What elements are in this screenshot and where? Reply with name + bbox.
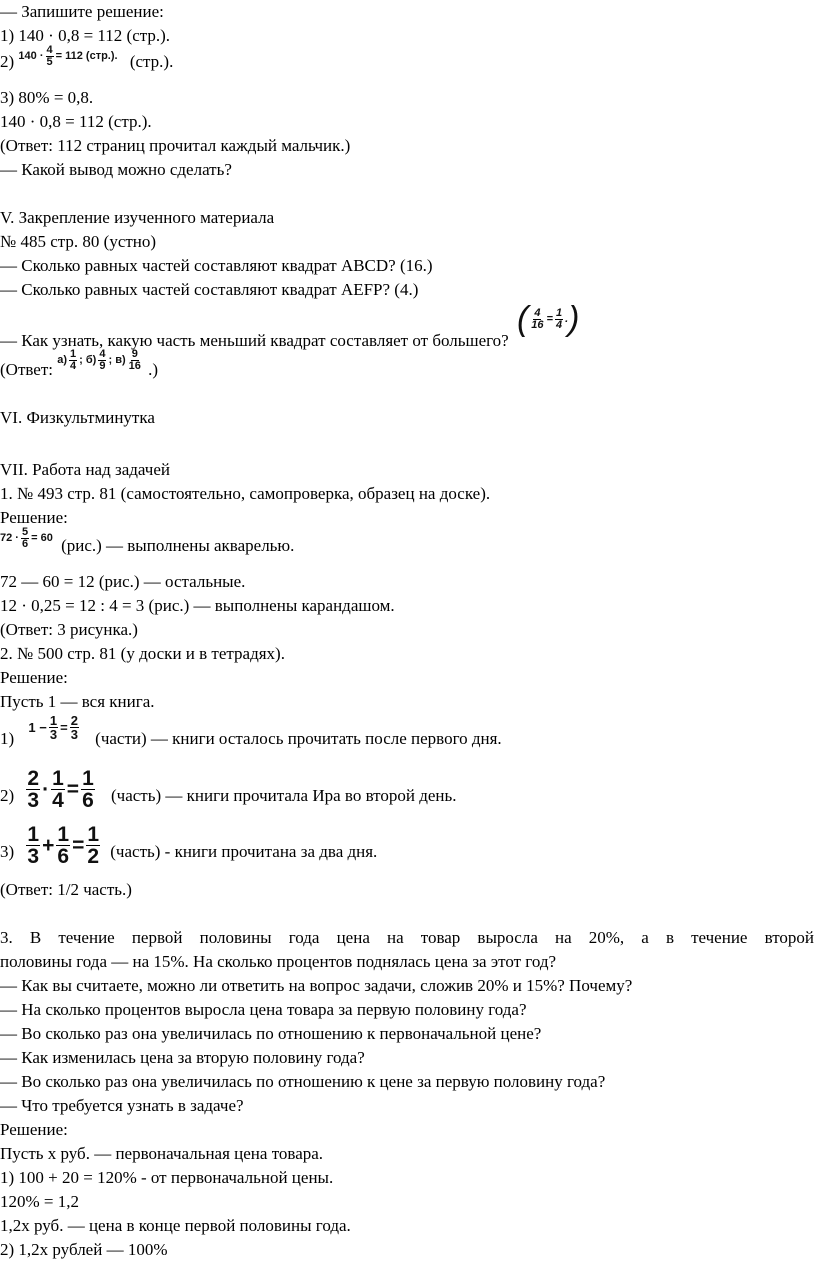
task-3-step-1c: 1,2х руб. — цена в конце первой половины года. bbox=[0, 1216, 351, 1235]
solution-step-1: 1) 140 · 0,8 = 112 (стр.). bbox=[0, 26, 171, 45]
eq-text: (стр.). bbox=[85, 50, 118, 62]
task-3-step-1b: 120% = 1,2 bbox=[0, 1192, 79, 1211]
task-2-answer: (Ответ: 1/2 часть.) bbox=[0, 880, 132, 899]
step-number: 1) bbox=[0, 728, 15, 748]
step-text: (часть) - книги прочитана за два дня. bbox=[110, 842, 378, 861]
step-number: 2) bbox=[0, 786, 15, 805]
section-vi-title: VI. Физкультминутка bbox=[0, 408, 155, 427]
section-v-question-3 bbox=[0, 300, 580, 350]
step-number: 3) bbox=[0, 842, 15, 861]
section-v-title: V. Закрепление изученного материала bbox=[0, 208, 275, 227]
task-3-question-2: — На сколько процентов выросла цена товара за первую половину года? bbox=[0, 1000, 527, 1019]
task-3-solution-label: Решение: bbox=[0, 1120, 68, 1139]
solution-step-3b: 140 · 0,8 = 112 (стр.). bbox=[0, 112, 152, 131]
task-3-question-4: — Как изменилась цена за вторую половину года? bbox=[0, 1048, 365, 1067]
answer-prefix: (Ответ: bbox=[0, 360, 53, 379]
step-2-unit: (стр.). bbox=[129, 52, 174, 71]
section-v-task: № 485 стр. 80 (устно) bbox=[0, 232, 157, 251]
task-1-line-1 bbox=[0, 525, 295, 566]
task-3-step-let: Пусть х руб. — первоначальная цена товара. bbox=[0, 1144, 324, 1163]
task-2-let: Пусть 1 — вся книга. bbox=[0, 692, 155, 711]
solution-step-2 bbox=[0, 43, 174, 86]
step-2-equation-image: $\frac{2}{3}$ · $\frac{1}{4}$ = $\frac{1}{6}$ bbox=[27, 767, 94, 812]
solution-step-3: 3) 80% = 0,8. bbox=[0, 88, 94, 107]
eq-text: = 112 bbox=[55, 50, 83, 62]
step-2-equation-image bbox=[18, 44, 117, 68]
q3-fraction-image: ( $\frac{4}{16}$ = $\frac{1}{4}$ . ) bbox=[516, 300, 580, 338]
task-1-equation-image: 72 · $\frac{5}{6}$ = 60 bbox=[0, 525, 53, 550]
task-1-heading: 1. № 493 стр. 81 (самостоятельно, самопроверка, образец на доске). bbox=[0, 484, 491, 503]
section-v-question-1: — Сколько равных частей составляют квадрат ABCD? (16.) bbox=[0, 256, 433, 275]
task-3-step-1: 1) 100 + 20 = 120% - от первоначальной цены. bbox=[0, 1168, 334, 1187]
task-3-line-1: 3. В течение первой половины года цена на товар выросла на 20%, а в течение второй bbox=[0, 928, 814, 947]
task-2-step-1 bbox=[0, 714, 502, 762]
task-3-line-2: половины года — на 15%. На сколько процентов поднялась цена за этот год? bbox=[0, 952, 557, 971]
write-solution-line: — Запишите решение: bbox=[0, 2, 164, 21]
task-2-solution-label: Решение: bbox=[0, 668, 68, 687]
task-1-solution-label: Решение: bbox=[0, 508, 68, 527]
task-1-line-1-text: (рис.) — выполнены акварелью. bbox=[61, 536, 295, 555]
section-v-answer bbox=[0, 347, 159, 388]
task-3-question-6: — Что требуется узнать в задаче? bbox=[0, 1096, 244, 1115]
task-3-step-2: 2) 1,2х рублей — 100% bbox=[0, 1240, 168, 1259]
step-3-equation-image: $\frac{1}{3}$ + $\frac{1}{6}$ = $\frac{1}{2}$ bbox=[27, 823, 100, 868]
conclusion-question: — Какой вывод можно сделать? bbox=[0, 160, 232, 179]
task-2-step-3 bbox=[0, 824, 377, 876]
question-text: — Как узнать, какую часть меньший квадрат составляет от большего? bbox=[0, 331, 509, 350]
step-text: (часть) — книги прочитала Ира во второй день. bbox=[111, 786, 457, 805]
fraction: $\frac{4}{5}$ bbox=[46, 43, 53, 68]
step-text: (части) — книги осталось прочитать после первого дня. bbox=[95, 728, 502, 748]
section-v-question-2: — Сколько равных частей составляют квадрат AEFP? (4.) bbox=[0, 280, 419, 299]
task-1-line-3: 12 · 0,25 = 12 : 4 = 3 (рис.) — выполнены карандашом. bbox=[0, 596, 395, 615]
task-1-line-2: 72 — 60 = 12 (рис.) — остальные. bbox=[0, 572, 246, 591]
step-1-equation-image: 1 − $\frac{1}{3}$ = $\frac{2}{3}$ bbox=[28, 713, 78, 742]
task-3-question-1: — Как вы считаете, можно ли ответить на вопрос задачи, сложив 20% и 15%? Почему? bbox=[0, 976, 633, 995]
answer-fractions-image: а) $\frac{1}{4}$ ; б) $\frac{4}{9}$ ; в) $\frac{9}{16}$ bbox=[57, 347, 141, 372]
solution-answer: (Ответ: 112 страниц прочитал каждый мальчик.) bbox=[0, 136, 351, 155]
task-3-question-5: — Во сколько раз она увеличилась по отношению к цене за первую половину года? bbox=[0, 1072, 606, 1091]
task-2-step-2 bbox=[0, 768, 457, 820]
task-3-question-3: — Во сколько раз она увеличилась по отношению к первоначальной цене? bbox=[0, 1024, 542, 1043]
eq-text: 140 · bbox=[18, 50, 44, 62]
step-2-number: 2) bbox=[0, 52, 15, 71]
task-2-heading: 2. № 500 стр. 81 (у доски и в тетрадях). bbox=[0, 644, 285, 663]
answer-suffix: .) bbox=[148, 360, 159, 379]
section-vii-title: VII. Работа над задачей bbox=[0, 460, 170, 479]
task-1-answer: (Ответ: 3 рисунка.) bbox=[0, 620, 138, 639]
